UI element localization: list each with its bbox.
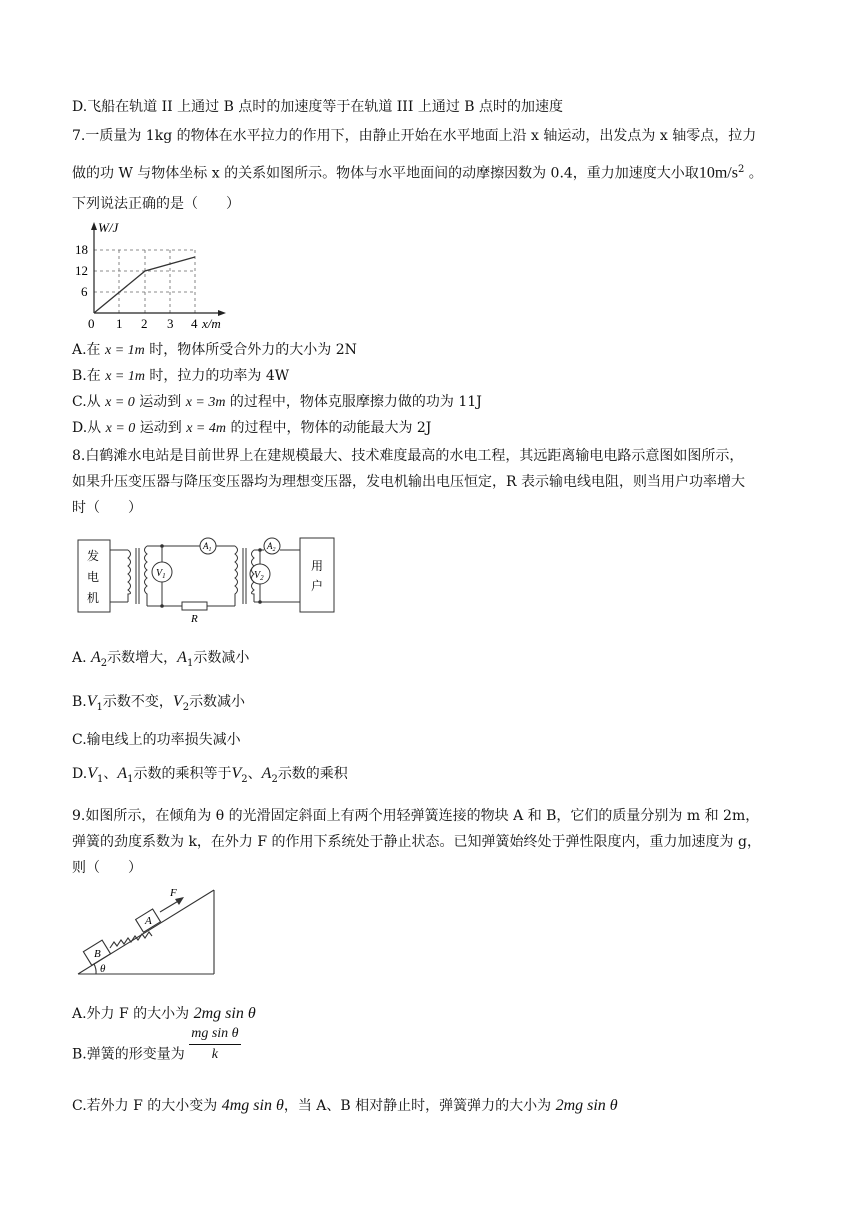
q8-stem-line2: 如果升压变压器与降压变压器均为理想变压器，发电机输出电压恒定，R 表示输电线电阻，则当用户功率增大 — [72, 474, 745, 490]
q7-option-a[interactable]: A.在 x = 1m 时，物体所受合外力的大小为 2N — [72, 342, 357, 358]
q7-stem-line2 — [72, 160, 763, 184]
block-b-label: B — [94, 948, 101, 960]
q8-stem-line3: 时（ ） — [72, 500, 142, 516]
q7-option-d-math: x = 0 — [105, 421, 136, 436]
v1-meter-label: $V_1$ — [156, 568, 166, 580]
user-label-1: 用 — [311, 559, 324, 573]
q7-option-b[interactable]: B.在 x = 1m 时，拉力的功率为 4W — [72, 368, 290, 384]
q9-incline-figure — [72, 884, 242, 984]
q7-gravity-exponent: 2 — [737, 164, 745, 175]
q7-stem-line1: 7.一质量为 1kg 的物体在水平拉力的作用下，由静止开始在水平地面上沿 x 轴运动，出发点为 x 轴零点，拉力 — [72, 128, 757, 144]
generator-label-1: 发 — [87, 549, 100, 563]
generator-label-2: 电 — [87, 570, 100, 584]
q9-option-b-fraction: $\frac{\text{mg sin θ}}{k}$ — [191, 1026, 239, 1062]
q7-gravity-value: 10m/s — [698, 164, 738, 182]
a1-meter-label: $A_1$ — [203, 541, 212, 553]
a2-meter-label: $A_2$ — [267, 541, 276, 553]
q7-option-c[interactable]: C.从 x = 0 运动到 x = 3m 的过程中，物体克服摩擦力做的功为 11J — [72, 394, 482, 410]
q7-xtick-2: 2 — [141, 316, 148, 331]
theta-label: θ — [100, 963, 106, 975]
q7-xtick-3: 3 — [167, 316, 174, 331]
q7-option-a-math: x = 1m — [105, 343, 145, 358]
q7-xtick-0: 0 — [88, 316, 95, 331]
q9-option-b[interactable]: B.弹簧的形变量为 $\frac{\text{mg sin θ}}{k}$ — [72, 1044, 241, 1065]
q8-circuit-diagram — [72, 530, 342, 625]
resistor-label: R — [191, 613, 198, 625]
q7-graph-xlabel: x/m — [202, 316, 221, 331]
q7-option-d[interactable]: D.从 x = 0 运动到 x = 4m 的过程中，物体的动能最大为 2J — [72, 420, 432, 436]
q9-stem-line3: 则（ ） — [72, 860, 142, 876]
q8-option-a[interactable]: A. $A_2$示数增大，$A_1$示数减小 — [72, 649, 250, 669]
q8-option-b[interactable]: $B.V_1$示数不变，$V_2$示数减小 — [72, 693, 246, 713]
q7-option-c-math2: x = 3m — [185, 395, 226, 410]
generator-label-3: 机 — [87, 591, 100, 605]
q8-option-c[interactable]: C.输电线上的功率损失减小 — [72, 732, 241, 748]
block-a-label: A — [145, 915, 152, 927]
q7-option-d-math2: x = 4m — [186, 421, 226, 436]
q7-option-b-math: x = 1m — [105, 369, 145, 384]
force-f-label: F — [170, 887, 177, 899]
q7-ytick-6: 6 — [81, 284, 88, 299]
q7-option-c-math: x = 0 — [105, 395, 135, 410]
q7-ytick-12: 12 — [75, 263, 88, 278]
q9-stem-line2: 弹簧的劲度系数为 k，在外力 F 的作用下系统处于静止状态。已知弹簧始终处于弹性限度内，重力加速度为 g， — [72, 834, 761, 850]
q9-option-c-math2: 2mg sin θ — [555, 1097, 618, 1114]
q7-xtick-4: 4 — [191, 316, 198, 331]
q7-xtick-1: 1 — [116, 316, 123, 331]
q7-stem-line2-text: 做的功 W 与物体坐标 x 的关系如图所示。物体与水平地面间的动摩擦因数为 0.4，重力加速度大小取 — [72, 165, 699, 182]
q8-stem-line1: 8.白鹤滩水电站是目前世界上在建规模最大、技术难度最高的水电工程，其远距离输电电路示意图如图所示， — [72, 448, 744, 464]
q7-ytick-18: 18 — [75, 242, 88, 257]
q8-option-d[interactable]: $D.V_1$、$A_1$示数的乘积等于$V_2$、$A_2$示数的乘积 — [72, 765, 348, 785]
q9-stem-line1: 9.如图所示，在倾角为 θ 的光滑固定斜面上有两个用轻弹簧连接的物块 A 和 B，它们的质量分别为 m 和 2m， — [72, 808, 760, 824]
q9-option-c-math: 4mg sin θ — [221, 1097, 284, 1114]
q7-graph-ylabel: W/J — [98, 220, 119, 235]
q9-option-a[interactable]: A.外力 F 的大小为 2mg sin θ — [72, 1005, 256, 1022]
user-label-2: 户 — [311, 579, 324, 593]
q9-option-c[interactable]: C.若外力 F 的大小变为 4mg sin θ，当 A、B 相对静止时，弹簧弹力的大小为 2mg sin θ — [72, 1097, 618, 1114]
v2-meter-label: $V_2$ — [254, 570, 264, 582]
q7-stem-line2-end: 。 — [744, 165, 763, 182]
q6-option-d[interactable]: D.飞船在轨道 II 上通过 B 点时的加速度等于在轨道 III 上通过 B 点时的加速度 — [72, 99, 564, 115]
q7-stem-line3: 下列说法正确的是（ ） — [72, 196, 240, 212]
q7-work-curve — [94, 257, 195, 313]
q7-work-graph — [72, 218, 242, 330]
q9-option-a-math: 2mg sin θ — [193, 1005, 256, 1022]
